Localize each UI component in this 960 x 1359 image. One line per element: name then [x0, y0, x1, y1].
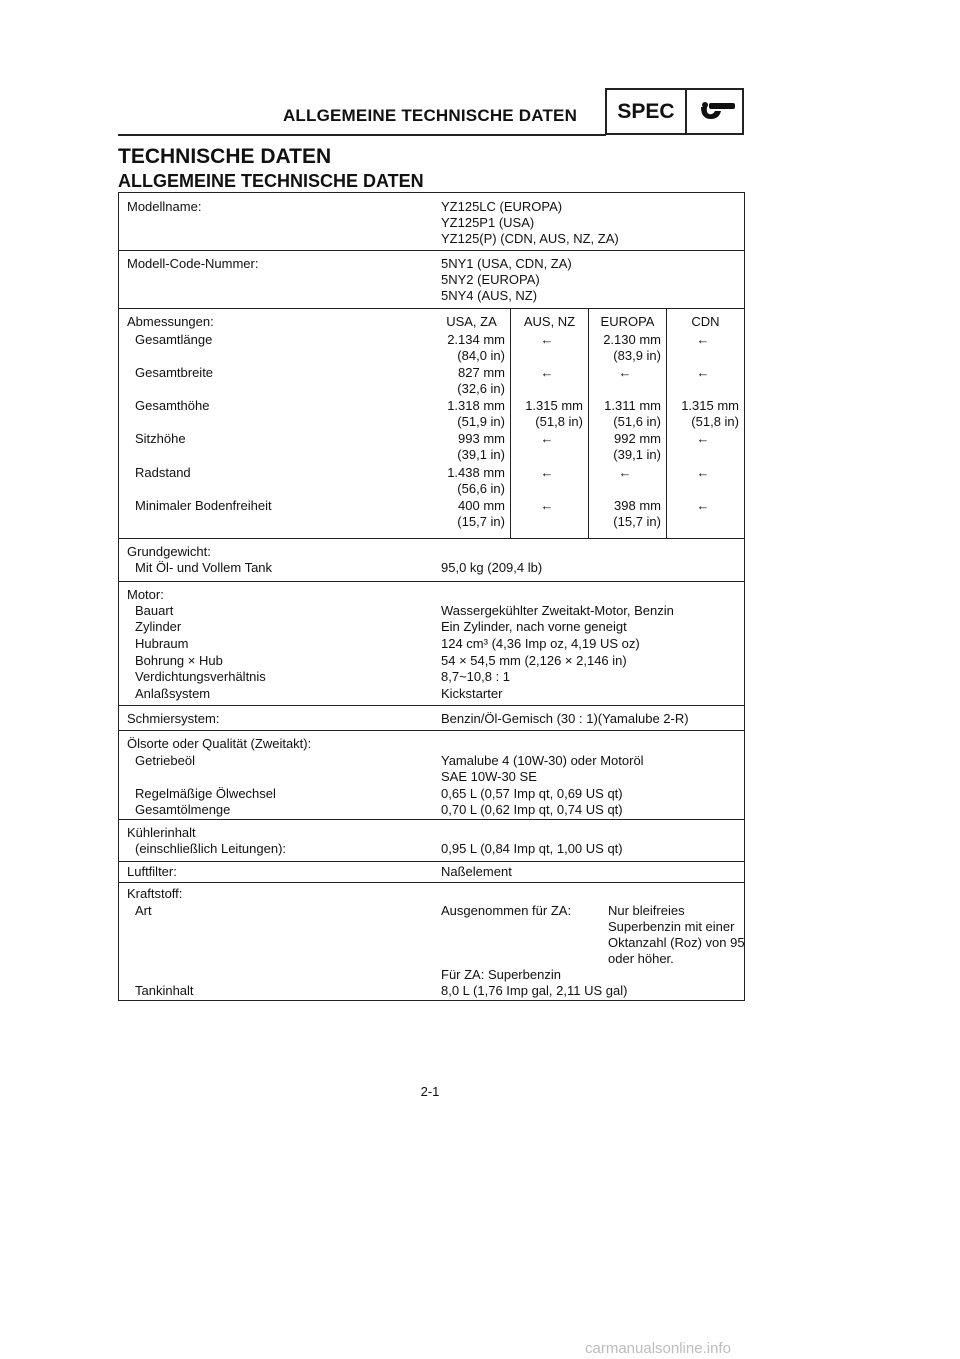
column-header: EUROPA [600, 314, 655, 329]
watermark: carmanualsonline.info [585, 1340, 731, 1357]
dimension-name: Minimaler Bodenfreiheit [135, 498, 272, 513]
dimension-name: Gesamtbreite [135, 365, 214, 380]
dimension-value: 2.134 mm [447, 332, 505, 347]
dimension-value: 398 mm [614, 498, 661, 513]
row-model-code [119, 250, 744, 308]
dimension-name: Gesamtlänge [135, 332, 213, 347]
column-header: CDN [691, 314, 720, 329]
code-label: Modell-Code-Nummer: [127, 256, 259, 271]
dimension-value: (84,0 in) [457, 348, 505, 363]
header-rule [118, 134, 606, 136]
row-dimensions [119, 308, 744, 538]
dimension-value: 1.318 mm [447, 398, 505, 413]
engine-item-value: 8,7~10,8 : 1 [441, 669, 511, 684]
dimension-value: (39,1 in) [457, 447, 505, 462]
air-filter-label: Luftfilter: [127, 864, 177, 879]
dimension-value: 1.315 mm [681, 398, 739, 413]
code-value-1: 5NY1 (USA, CDN, ZA) [441, 256, 572, 271]
engine-item-value: Ein Zylinder, nach vorne geneigt [441, 619, 627, 634]
row-lubrication [119, 705, 744, 730]
fuel-except-label: Ausgenommen für ZA: [441, 903, 572, 918]
same-as-left-arrow: ← [618, 365, 632, 380]
oil-change-value: 0,65 L (0,57 Imp qt, 0,69 US qt) [441, 786, 623, 801]
oil-gear-name: Getriebeöl [135, 753, 195, 768]
dimension-value: (15,7 in) [613, 514, 661, 529]
header-title: ALLGEMEINE TECHNISCHE DATEN [282, 106, 578, 125]
weight-label: Grundgewicht: [127, 544, 211, 559]
same-as-left-arrow: ← [540, 332, 554, 347]
engine-item-name: Hubraum [135, 636, 189, 651]
engine-item-name: Anlaßsystem [135, 686, 211, 701]
row-air-filter [119, 861, 744, 882]
row-model-name [119, 193, 744, 250]
fuel-za-line: Für ZA: Superbenzin [441, 967, 561, 982]
engine-item-value: Wassergekühlter Zweitakt-Motor, Benzin [441, 603, 674, 618]
oil-total-name: Gesamtölmenge [135, 802, 231, 817]
engine-label: Motor: [127, 587, 164, 602]
oil-gear-value-1: Yamalube 4 (10W-30) oder Motoröl [441, 753, 644, 768]
engine-item-name: Zylinder [135, 619, 182, 634]
dimension-value: (15,7 in) [457, 514, 505, 529]
dimension-name: Radstand [135, 465, 191, 480]
engine-item-value: 124 cm³ (4,36 Imp oz, 4,19 US oz) [441, 636, 640, 651]
engine-item-value: Kickstarter [441, 686, 503, 701]
model-label: Modellname: [127, 199, 202, 214]
same-as-left-arrow: ← [540, 498, 554, 513]
fuel-tank-name: Tankinhalt [135, 983, 194, 998]
fuel-tank-value: 8,0 L (1,76 Imp gal, 2,11 US gal) [441, 983, 628, 998]
air-filter-value: Naßelement [441, 864, 512, 879]
same-as-left-arrow: ← [696, 365, 710, 380]
coolant-value: 0,95 L (0,84 Imp qt, 1,00 US qt) [441, 841, 623, 856]
column-header: USA, ZA [446, 314, 497, 329]
oil-total-value: 0,70 L (0,62 Imp qt, 0,74 US qt) [441, 802, 623, 817]
page-number: 2-1 [420, 1084, 440, 1099]
same-as-left-arrow: ← [696, 431, 710, 446]
row-fuel [119, 882, 744, 1000]
weight-value: 95,0 kg (209,4 lb) [441, 560, 543, 575]
row-coolant [119, 819, 744, 861]
dimension-name: Sitzhöhe [135, 431, 186, 446]
engine-item-name: Bauart [135, 603, 174, 618]
oil-gear-value-2: SAE 10W-30 SE [441, 769, 537, 784]
code-value-3: 5NY4 (AUS, NZ) [441, 288, 538, 303]
coolant-label: Kühlerinhalt [127, 825, 196, 840]
fuel-except-line: oder höher. [608, 951, 674, 966]
fuel-type-name: Art [135, 903, 152, 918]
row-engine [119, 581, 744, 705]
engine-item-name: Bohrung × Hub [135, 653, 223, 668]
spec-table [118, 192, 745, 1001]
fuel-except-line: Superbenzin mit einer [608, 919, 735, 934]
lubrication-label: Schmiersystem: [127, 711, 220, 726]
dimension-value: 993 mm [458, 431, 505, 446]
fuel-except-line: Oktanzahl (Roz) von 95 [608, 935, 745, 950]
dimension-value: 1.311 mm [604, 398, 661, 413]
dimension-value: (83,9 in) [613, 348, 661, 363]
dimension-value: (56,6 in) [457, 481, 505, 496]
spec-label: SPEC [607, 90, 687, 133]
engine-item-name: Verdichtungsverhältnis [135, 669, 266, 684]
fuel-label: Kraftstoff: [127, 886, 183, 901]
dimension-value: 1.438 mm [447, 465, 505, 480]
dimension-value: (51,8 in) [535, 414, 583, 429]
dimension-value: (51,9 in) [457, 414, 505, 429]
row-weight [119, 538, 744, 581]
same-as-left-arrow: ← [540, 365, 554, 380]
column-header: AUS, NZ [523, 314, 576, 329]
same-as-left-arrow: ← [540, 465, 554, 480]
dimension-name: Gesamthöhe [135, 398, 210, 413]
same-as-left-arrow: ← [696, 465, 710, 480]
model-value-2: YZ125P1 (USA) [441, 215, 535, 230]
same-as-left-arrow: ← [618, 465, 632, 480]
same-as-left-arrow: ← [696, 332, 710, 347]
dimension-value: (51,6 in) [613, 414, 661, 429]
wrench-icon [697, 99, 737, 123]
fuel-except-line: Nur bleifreies [608, 903, 685, 918]
dimension-value: 400 mm [458, 498, 505, 513]
weight-sub: Mit Öl- und Vollem Tank [135, 560, 273, 575]
spec-section-tab [605, 88, 744, 135]
engine-item-value: 54 × 54,5 mm (2,126 × 2,146 in) [441, 653, 627, 668]
coolant-sub: (einschließlich Leitungen): [135, 841, 287, 856]
same-as-left-arrow: ← [696, 498, 710, 513]
model-value-3: YZ125(P) (CDN, AUS, NZ, ZA) [441, 231, 619, 246]
page-title: TECHNISCHE DATEN [118, 145, 332, 168]
dimension-value: (51,8 in) [691, 414, 739, 429]
lubrication-value: Benzin/Öl-Gemisch (30 : 1)(Yamalube 2-R) [441, 711, 689, 726]
section-title: ALLGEMEINE TECHNISCHE DATEN [118, 171, 424, 191]
code-value-2: 5NY2 (EUROPA) [441, 272, 540, 287]
dimension-value: 2.130 mm [603, 332, 661, 347]
dimensions-label: Abmessungen: [127, 314, 214, 329]
oil-label: Ölsorte oder Qualität (Zweitakt): [127, 736, 312, 751]
dimension-value: 1.315 mm [525, 398, 583, 413]
dimension-value: 827 mm [458, 365, 505, 380]
dimension-value: 992 mm [614, 431, 661, 446]
dimension-value: (32,6 in) [457, 381, 505, 396]
model-value-1: YZ125LC (EUROPA) [441, 199, 563, 214]
dimension-value: (39,1 in) [613, 447, 661, 462]
row-oil [119, 730, 744, 819]
oil-change-name: Regelmäßige Ölwechsel [135, 786, 276, 801]
same-as-left-arrow: ← [540, 431, 554, 446]
